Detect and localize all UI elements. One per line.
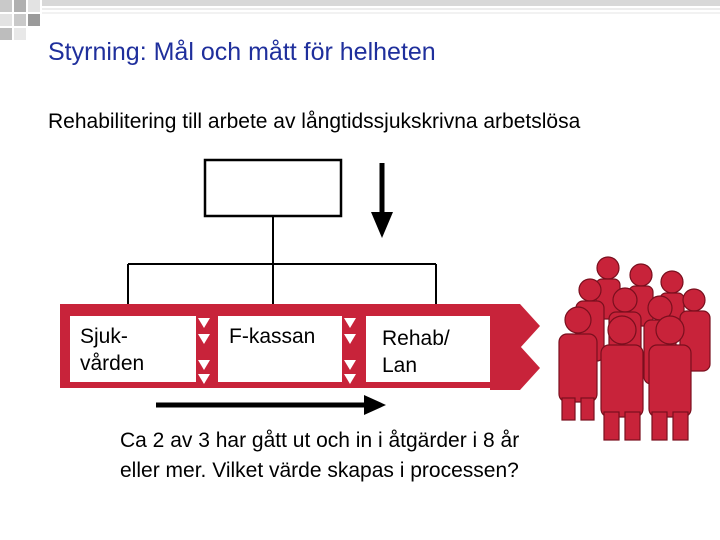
down-arrow-icon bbox=[371, 163, 393, 238]
slide-title: Styrning: Mål och mått för helheten bbox=[48, 38, 436, 66]
slide-subtitle: Rehabilitering till arbete av långtidssjukskrivna arbetslösa bbox=[48, 110, 581, 133]
connector-lines bbox=[128, 216, 436, 306]
right-arrow-icon bbox=[156, 395, 386, 415]
box-label-f-kassan: F-kassan bbox=[229, 325, 316, 348]
caption-text: Ca 2 av 3 har gått ut och in i åtgärder i 8 år eller mer. Vilket värde skapas i processen? bbox=[120, 429, 520, 482]
box-label-sjukvarden: Sjuk- vården bbox=[80, 325, 145, 375]
box-label-rehab-lan: Rehab/ Lan bbox=[382, 327, 450, 377]
checkered-corner-decoration bbox=[0, 0, 720, 40]
top-box bbox=[205, 160, 341, 216]
people-group-icon bbox=[559, 257, 710, 440]
